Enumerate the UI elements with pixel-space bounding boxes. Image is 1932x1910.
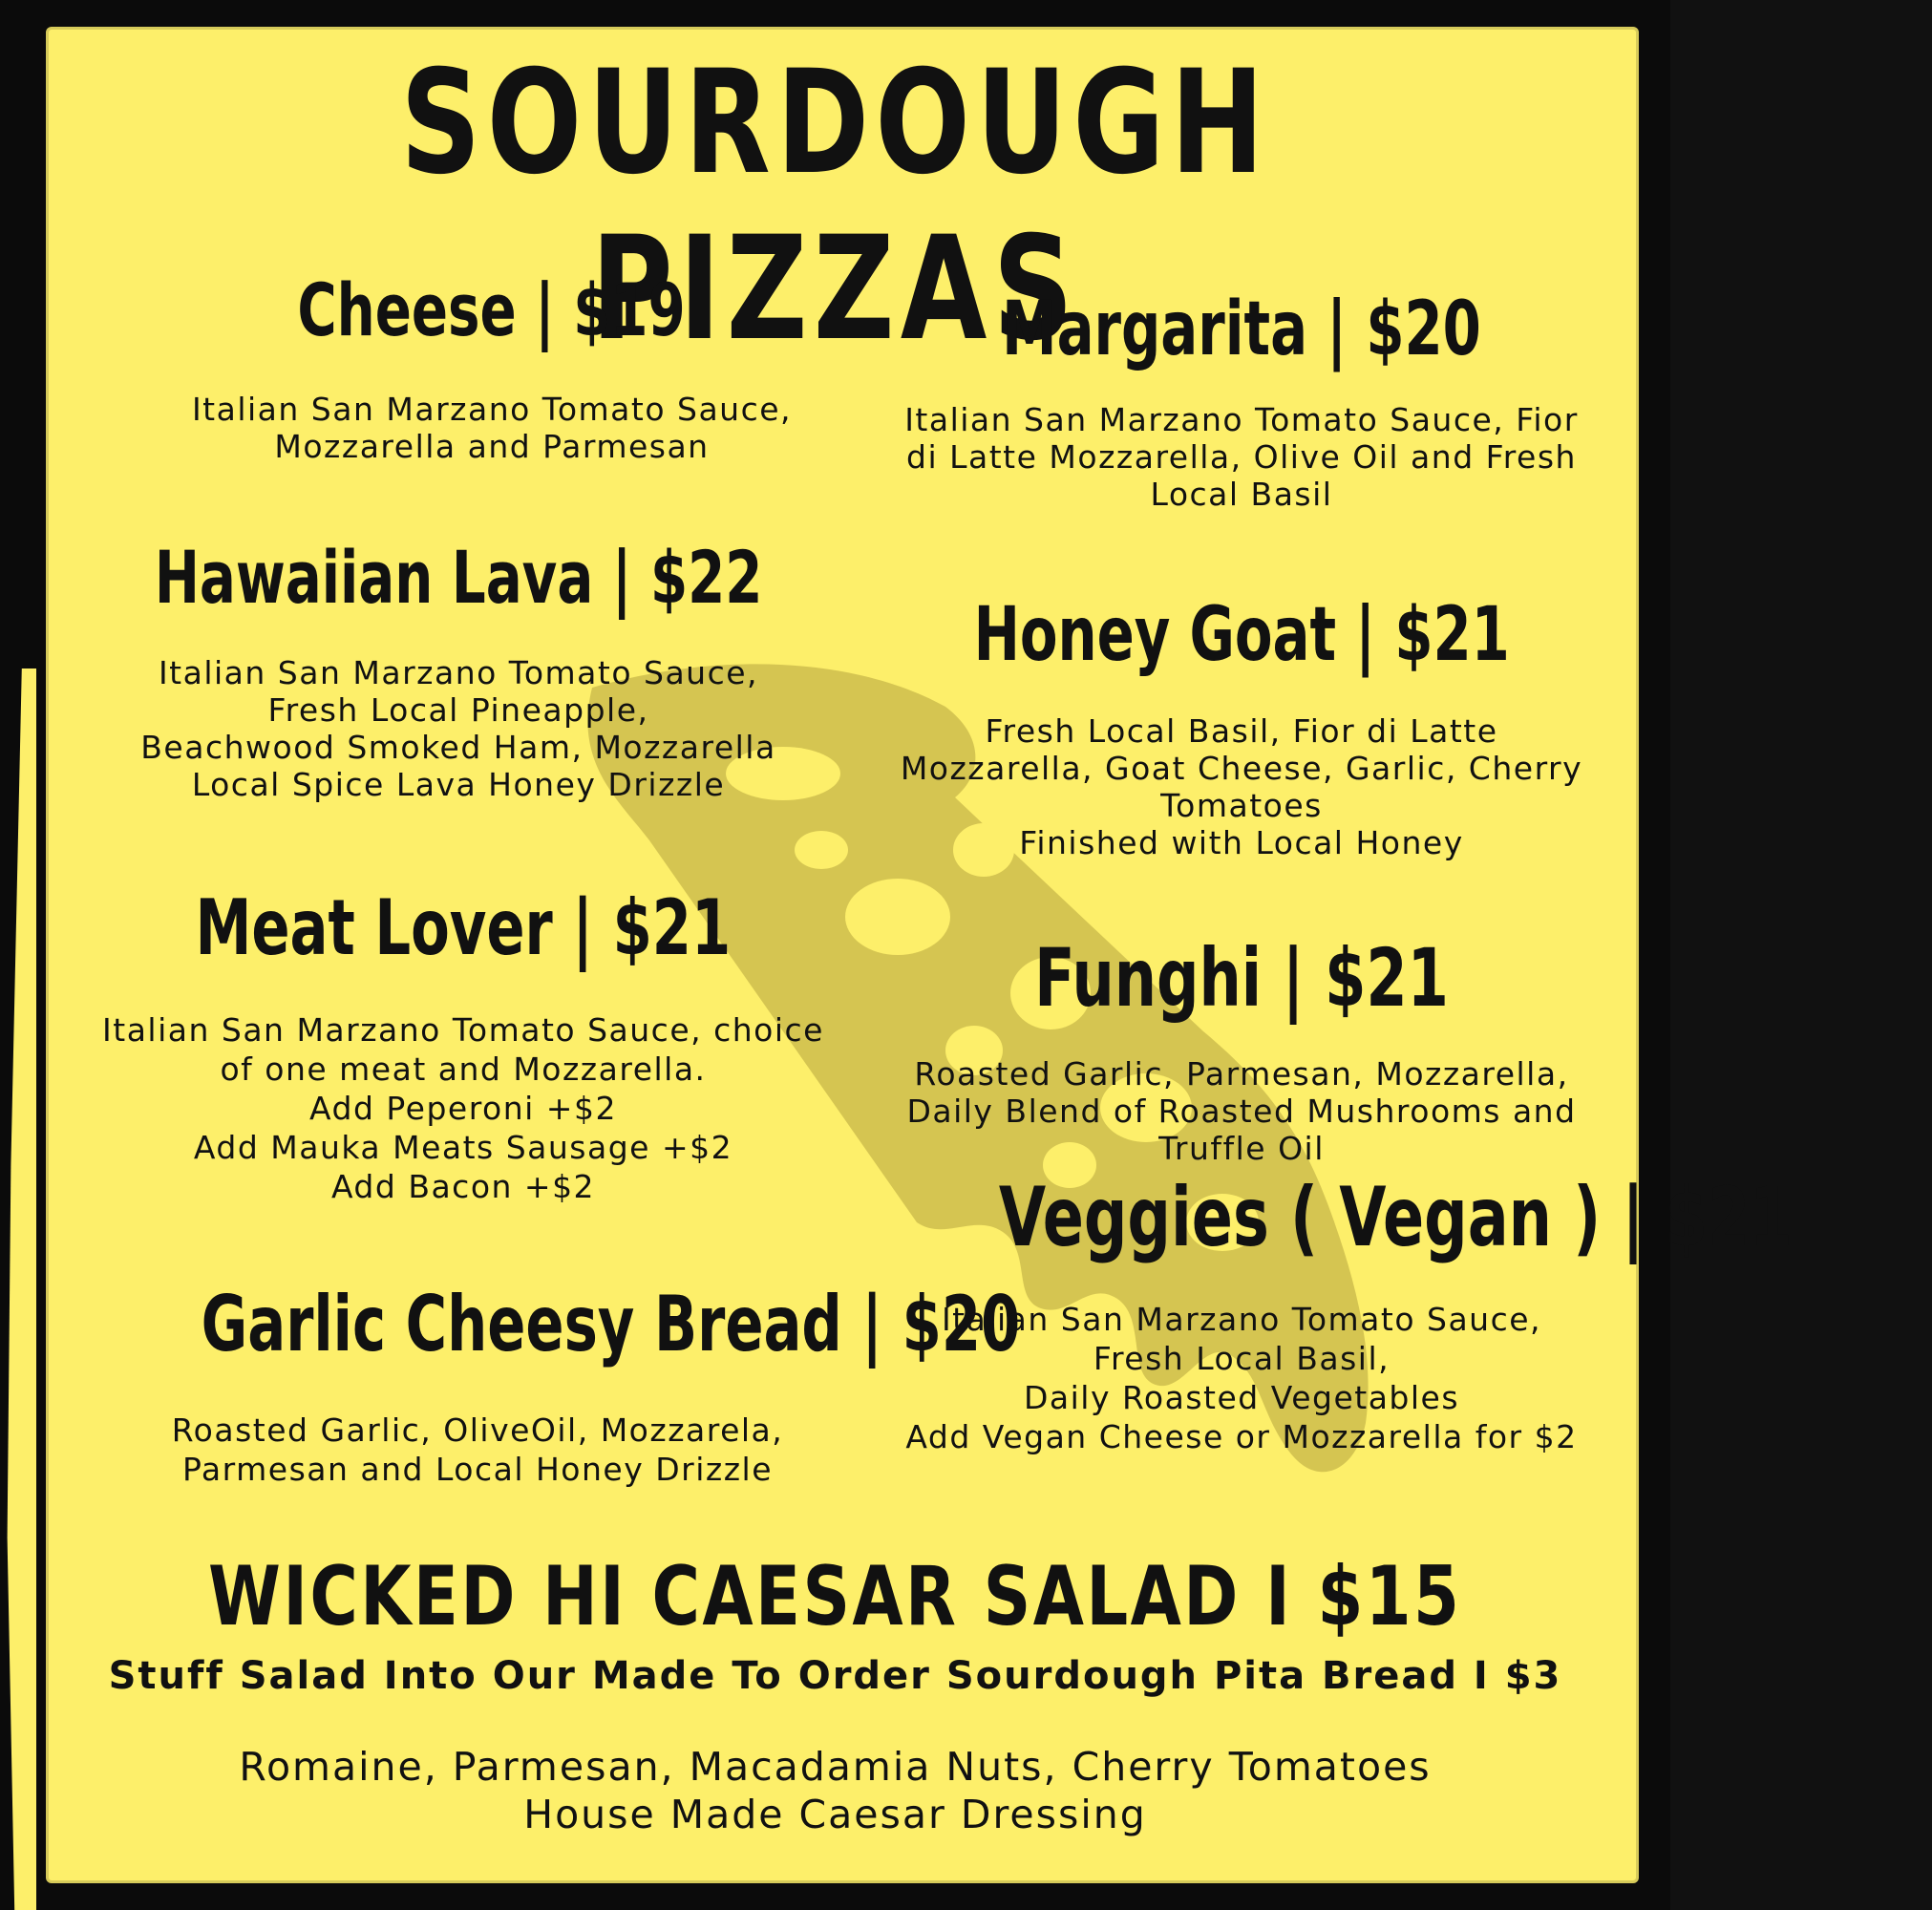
salad-title-text: WICKED HI CAESAR SALAD I $15 bbox=[208, 1549, 1462, 1645]
item-description bbox=[48, 654, 869, 803]
item-title: Hawaiian Lava | $22 bbox=[154, 535, 763, 620]
desc-line: Fresh Local Pineapple, bbox=[267, 691, 649, 729]
salad-subtitle: Stuff Salad Into Our Made To Order Sourdough Pita Bread I $3 bbox=[108, 1654, 1562, 1698]
desc-line: Fresh Local Basil, Fior di Latte bbox=[985, 712, 1498, 750]
item-title: Funghi | $21 bbox=[1034, 931, 1449, 1025]
item-description bbox=[860, 1055, 1624, 1167]
desc-line: Italian San Marzano Tomato Sauce, Fior bbox=[904, 401, 1579, 438]
item-title: Margarita | $20 bbox=[1002, 286, 1481, 372]
desc-line: Daily Blend of Roasted Mushrooms and bbox=[906, 1093, 1577, 1130]
menu-item-veggies bbox=[860, 1170, 1793, 1456]
salad-title bbox=[0, 1549, 1670, 1645]
menu-title: SOURDOUGH PIZZAS bbox=[400, 40, 1270, 372]
item-description bbox=[76, 391, 907, 465]
menu-item-margarita bbox=[860, 286, 1624, 513]
desc-line: Italian San Marzano Tomato Sauce, choice bbox=[102, 1011, 824, 1049]
desc-line: Fresh Local Basil, bbox=[1093, 1340, 1391, 1377]
item-description bbox=[57, 1411, 898, 1489]
desc-line: Beachwood Smoked Ham, Mozzarella bbox=[140, 729, 776, 766]
desc-line: Tomatoes bbox=[1160, 787, 1323, 824]
desc-line: Roasted Garlic, Parmesan, Mozzarella, bbox=[914, 1055, 1569, 1093]
item-title: Veggies ( Vegan ) | $21 bbox=[998, 1170, 1793, 1265]
item-description bbox=[860, 401, 1624, 513]
menu-item-hawaiian-lava bbox=[48, 535, 869, 803]
desc-line: Local Spice Lava Honey Drizzle bbox=[191, 766, 726, 803]
item-description bbox=[48, 1010, 879, 1206]
desc-line: Finished with Local Honey bbox=[1019, 824, 1464, 861]
desc-line: House Made Caesar Dressing bbox=[523, 1792, 1147, 1837]
item-title: Garlic Cheesy Bread | $20 bbox=[201, 1280, 1021, 1369]
desc-line: Italian San Marzano Tomato Sauce, bbox=[191, 391, 793, 428]
desc-line: Add Bacon +$2 bbox=[330, 1168, 596, 1205]
desc-line: Local Basil bbox=[1150, 476, 1333, 513]
desc-line: Add Vegan Cheese or Mozzarella for $2 bbox=[905, 1418, 1578, 1455]
item-description bbox=[860, 712, 1624, 861]
item-title: Honey Goat | $21 bbox=[973, 592, 1510, 678]
desc-line: Daily Roasted Vegetables bbox=[1023, 1379, 1460, 1416]
item-title: Cheese | $19 bbox=[297, 267, 687, 352]
desc-line: Truffle Oil bbox=[1158, 1130, 1325, 1167]
item-description bbox=[860, 1300, 1624, 1456]
desc-line: Add Mauka Meats Sausage +$2 bbox=[193, 1129, 733, 1166]
menu-item-cheese bbox=[76, 267, 907, 465]
desc-line: Italian San Marzano Tomato Sauce, bbox=[941, 1301, 1542, 1338]
salad-description bbox=[0, 1743, 1670, 1838]
item-title: Meat Lover | $21 bbox=[195, 883, 732, 972]
desc-line: Roasted Garlic, OliveOil, Mozzarela, bbox=[171, 1411, 784, 1449]
desc-line: Mozzarella and Parmesan bbox=[274, 428, 710, 465]
menu-item-funghi bbox=[860, 931, 1624, 1167]
desc-line: Italian San Marzano Tomato Sauce, bbox=[158, 654, 759, 691]
menu-item-meat-lover bbox=[48, 883, 879, 1206]
desc-line: Add Peperoni +$2 bbox=[309, 1090, 617, 1127]
desc-line: Parmesan and Local Honey Drizzle bbox=[182, 1451, 773, 1488]
menu-item-garlic-cheesy-bread bbox=[57, 1280, 1021, 1489]
desc-line: Romaine, Parmesan, Macadamia Nuts, Cherry Tomatoes bbox=[239, 1744, 1432, 1790]
desc-line: Mozzarella, Goat Cheese, Garlic, Cherry bbox=[900, 750, 1583, 787]
desc-line: di Latte Mozzarella, Olive Oil and Fresh bbox=[906, 438, 1577, 476]
desc-line: of one meat and Mozzarella. bbox=[220, 1050, 707, 1088]
menu-item-honey-goat bbox=[860, 592, 1624, 861]
